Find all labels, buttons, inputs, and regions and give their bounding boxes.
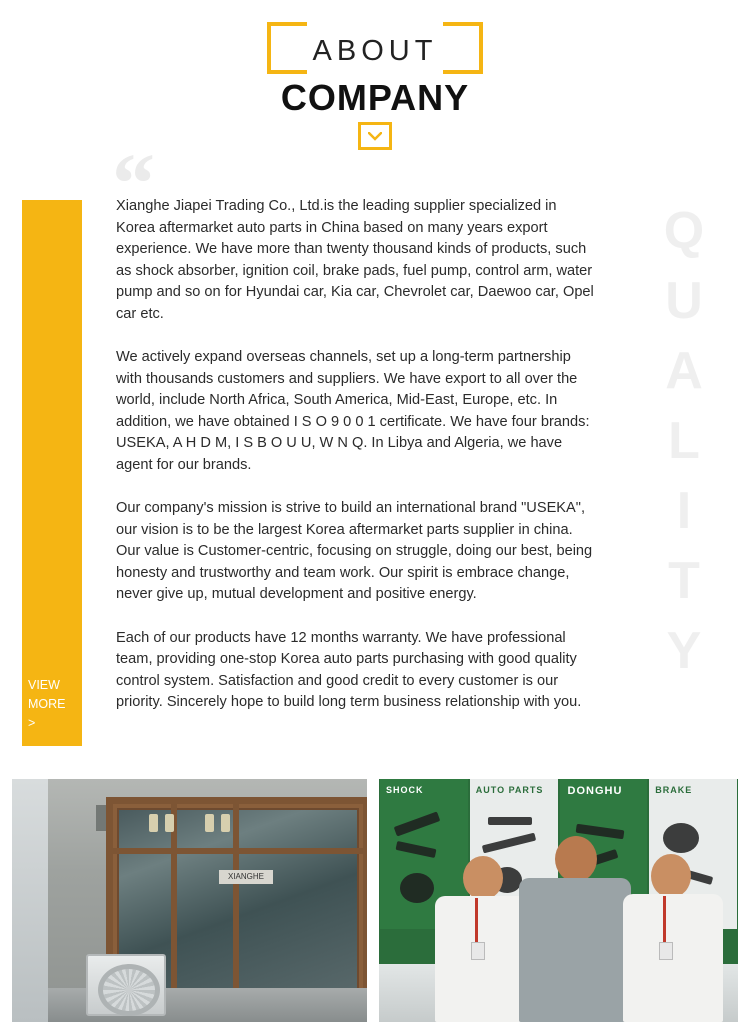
title-frame (267, 22, 484, 74)
person-shirt (623, 894, 723, 1022)
hanging-item (165, 814, 174, 832)
frame-corner-bottom-left (267, 34, 307, 74)
paragraph: Each of our products have 12 months warranty. We have professional team, providing one-stop Korea auto parts purchasing with good quality control system. Satisfaction and good credit to every customer is our priority. Sincerely hope to build long term business relationship with you. (116, 629, 582, 710)
view-more-button[interactable] (28, 676, 80, 733)
view-more-line1: VIEW (28, 678, 60, 692)
person-head (463, 856, 503, 900)
accent-side-bar (22, 200, 82, 746)
booth-panel-label: SHOCK (386, 785, 424, 795)
photo-side-wall (12, 779, 48, 1022)
watermark-letter: I (676, 482, 692, 540)
paragraph: Xianghe Jiapei Trading Co., Ltd.is the leading supplier specialized in Korea aftermarket auto parts in China based on many years export experience. We have more than twenty thousand kinds of products, such as shock absorber, ignition coil, brake pads, fuel pump, control arm, water pump and so on for Hyundai car, Kia car, Chevrolet car, Daewoo car, Opel car etc. (116, 198, 594, 322)
watermark-letter: T (668, 552, 700, 610)
person-head (651, 854, 691, 898)
person-head (555, 836, 597, 882)
watermark-letter: A (665, 342, 703, 400)
title-block (0, 22, 750, 120)
trade-show-booth-photo (379, 779, 738, 1022)
lanyard (475, 898, 478, 942)
about-company-text (116, 196, 598, 714)
door-crossbar (113, 848, 363, 854)
watermark-letter: L (668, 412, 700, 470)
door-mullion (233, 804, 239, 1002)
hanging-item (221, 814, 230, 832)
booth-panel-label: BRAKE (655, 785, 693, 795)
page-title-about: ABOUT (312, 35, 438, 67)
photo-building-facade (48, 779, 367, 1022)
view-more-arrow: > (28, 716, 36, 730)
paragraph: We actively expand overseas channels, set up a long-term partnership with thousands customers and suppliers. We have export to all over the world, include North Africa, South America, Mid-East, Europe, etc. In addition, we have obtained I S O 9 0 0 1 certificate. We have four brands: USEKA, A H D M, I S B O U U, W N Q. In Libya and Algeria, we have agent for our brands. (116, 349, 590, 473)
booth-panel-label: AUTO PARTS (475, 785, 544, 795)
door-mullion (171, 804, 177, 1002)
paragraph: Our company's mission is strive to build an international brand "USEKA", our vision is to be the largest Korea aftermarket parts supplier in china. Our value is Customer-centric, focusing on struggle, doing our best, being honesty and trustworthy and team work. Our spirit is embrace change, never give up, mutual development and positive energy. (116, 500, 593, 602)
booth-brand-logo: DONGHU (567, 785, 623, 797)
photo-gallery (12, 779, 738, 1022)
frame-corner-bottom-right (443, 34, 483, 74)
watermark-letter: U (665, 272, 703, 330)
person (617, 850, 729, 1022)
air-conditioner-unit (86, 954, 166, 1016)
watermark-letter: Y (666, 622, 702, 680)
view-more-line2: MORE (28, 697, 66, 711)
quality-watermark (624, 196, 744, 766)
storefront-plate: XIANGHE (219, 870, 273, 884)
person-shirt (519, 878, 631, 1022)
company-storefront-photo (12, 779, 367, 1022)
page-title-company: COMPANY (280, 77, 470, 118)
lanyard (663, 896, 666, 942)
auto-part-display (663, 823, 699, 853)
chevron-down-icon[interactable] (358, 122, 392, 150)
watermark-letter: Q (663, 202, 705, 260)
badge (471, 942, 485, 960)
hanging-item (149, 814, 158, 832)
badge (659, 942, 673, 960)
auto-part-display (394, 811, 441, 836)
hanging-item (205, 814, 214, 832)
auto-part-display (488, 817, 532, 825)
quote-mark-icon: “ (112, 135, 155, 231)
